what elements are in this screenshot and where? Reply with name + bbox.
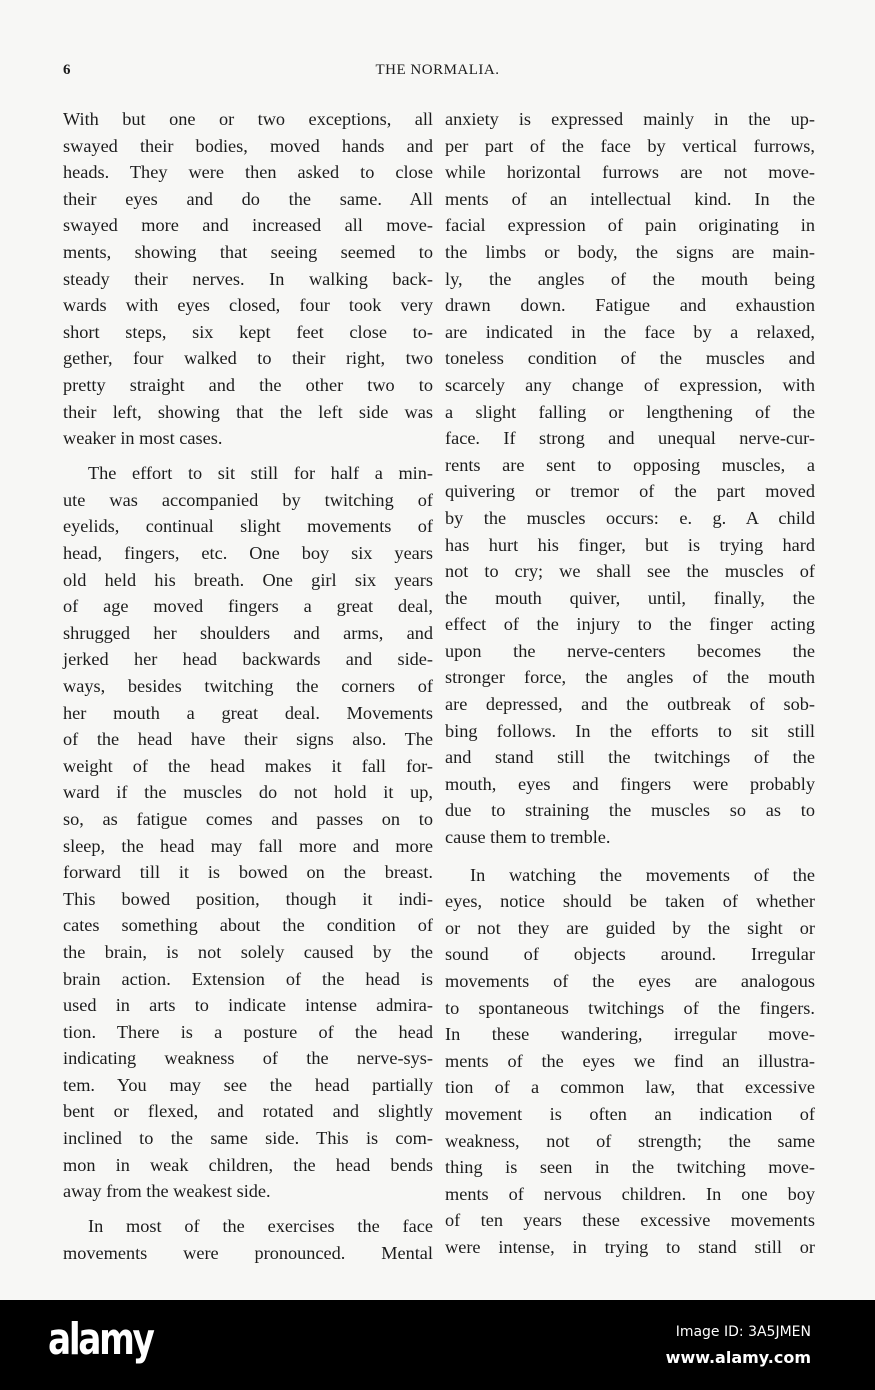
text-line: gether, four walked to their right, two <box>63 348 433 369</box>
text-line: effect of the injury to the finger acting <box>445 614 815 635</box>
text-line: The effort to sit still for half a min- <box>88 463 433 484</box>
text-line: facial expression of pain originating in <box>445 215 815 236</box>
text-line: ly, the angles of the mouth being <box>445 268 815 289</box>
running-title: THE NORMALIA. <box>375 62 500 78</box>
text-line: stronger force, the angles of the mouth <box>445 667 815 688</box>
text-line: brain action. Extension of the head is <box>63 968 433 989</box>
text-line: of age moved fingers a great deal, <box>63 596 433 617</box>
text-line: were intense, in trying to stand still or <box>445 1236 815 1257</box>
text-line: her mouth a great deal. Movements <box>63 702 433 723</box>
text-line: not to cry; we shall see the muscles of <box>445 561 815 582</box>
text-line: rents are sent to opposing muscles, a <box>445 454 815 475</box>
text-line: and stand still the twitchings of the <box>445 747 815 768</box>
text-line: tion of a common law, that excessive <box>445 1077 815 1098</box>
text-line: drawn down. Fatigue and exhaustion <box>445 295 815 316</box>
text-line: movement is often an indication of <box>445 1103 815 1124</box>
text-line: In most of the exercises the face <box>88 1216 433 1237</box>
text-line: head, fingers, etc. One boy six years <box>63 543 433 563</box>
text-line: are depressed, and the outbreak of sob- <box>445 694 815 715</box>
paragraph <box>63 106 433 452</box>
text-line: a slight falling or lengthening of the <box>445 401 815 422</box>
text-line: quivering or tremor of the part moved <box>445 481 815 502</box>
text-line: inclined to the same side. This is com- <box>63 1128 433 1149</box>
text-line: bent or flexed, and rotated and slightly <box>63 1101 433 1122</box>
paragraph <box>63 460 433 1205</box>
text-line: while horizontal furrows are not move- <box>445 162 815 183</box>
text-line: the limbs or body, the signs are main- <box>445 241 815 262</box>
text-line: cates something about the condition of <box>63 915 433 936</box>
text-line: shrugged her shoulders and arms, and <box>63 622 433 643</box>
site-url: www.alamy.com <box>665 1348 811 1367</box>
text-line: ways, besides twitching the corners of <box>63 675 433 696</box>
text-line: their left, showing that the left side was <box>63 401 433 422</box>
text-line: scarcely any change of expression, with <box>445 374 815 395</box>
paragraph <box>63 1213 433 1266</box>
text-line: their eyes and do the same. All <box>63 188 433 209</box>
text-line: movements were pronounced. Mental <box>63 1242 433 1263</box>
text-line: In these wandering, irregular move- <box>445 1024 815 1045</box>
text-line: away from the weakest side. <box>63 1181 271 1202</box>
text-line: so, as fatigue comes and passes on to <box>63 808 433 829</box>
text-line: due to straining the muscles so as to <box>445 800 815 821</box>
text-line: swayed more and increased all move- <box>63 215 433 236</box>
text-line: bing follows. In the efforts to sit still <box>445 720 815 741</box>
text-line: to spontaneous twitchings of the fingers. <box>445 997 815 1018</box>
text-line: are indicated in the face by a relaxed, <box>445 321 815 342</box>
watermark-bar <box>0 1300 875 1390</box>
right-column <box>445 106 815 1272</box>
text-line: tem. You may see the head partially <box>63 1074 433 1095</box>
text-line: indicating weakness of the nerve-sys- <box>63 1048 433 1069</box>
text-line: ward if the muscles do not hold it up, <box>63 782 433 803</box>
text-line: weight of the head makes it fall for- <box>63 755 433 776</box>
text-line: or not they are guided by the sight or <box>445 917 815 938</box>
text-line: of the head have their signs also. The <box>63 729 433 750</box>
text-line: anxiety is expressed mainly in the up- <box>445 109 815 129</box>
text-line: has hurt his finger, but is trying hard <box>445 534 815 555</box>
text-line: upon the nerve-centers becomes the <box>445 640 815 661</box>
text-line: jerked her head backwards and side- <box>63 649 433 670</box>
text-line: cause them to tremble. <box>445 827 611 848</box>
text-line: eyelids, continual slight movements of <box>63 516 433 537</box>
text-line: This bowed position, though it indi- <box>63 888 433 909</box>
text-line: pretty straight and the other two to <box>63 374 433 395</box>
text-line: In watching the movements of the <box>470 864 815 885</box>
page-number: 6 <box>63 62 71 78</box>
text-line: steady their nerves. In walking back- <box>63 268 433 289</box>
text-line: movements of the eyes are analogous <box>445 971 815 991</box>
text-line: forward till it is bowed on the breast. <box>63 862 433 883</box>
left-column <box>63 106 433 1275</box>
alamy-logo: alamy <box>48 1314 153 1365</box>
text-line: mouth, eyes and fingers were probably <box>445 773 815 794</box>
text-line: old held his breath. One girl six years <box>63 569 433 590</box>
text-line: short steps, six kept feet close to- <box>63 321 433 342</box>
text-line: ute was accompanied by twitching of <box>63 489 433 510</box>
text-line: heads. They were then asked to close <box>63 162 433 183</box>
text-line: by the muscles occurs: e. g. A child <box>445 507 815 528</box>
text-line: swayed their bodies, moved hands and <box>63 135 433 156</box>
paragraph <box>445 106 815 851</box>
text-line: thing is seen in the twitching move- <box>445 1157 815 1178</box>
text-line: ments of nervous children. In one boy <box>445 1183 815 1204</box>
text-line: eyes, notice should be taken of whether <box>445 891 815 912</box>
text-line: weakness, not of strength; the same <box>445 1130 815 1151</box>
text-line: of ten years these excessive movements <box>445 1210 815 1231</box>
text-line: used in arts to indicate intense admira- <box>63 995 433 1016</box>
text-line: sound of objects around. Irregular <box>445 944 815 965</box>
text-line: the brain, is not solely caused by the <box>63 941 433 962</box>
text-line: tion. There is a posture of the head <box>63 1021 433 1042</box>
text-line: the mouth quiver, until, finally, the <box>445 587 815 608</box>
text-line: weaker in most cases. <box>63 428 223 449</box>
text-line: With but one or two exceptions, all <box>63 109 433 129</box>
text-line: ments, showing that seeing seemed to <box>63 241 433 262</box>
text-line: ments of the eyes we find an illustra- <box>445 1050 815 1071</box>
text-line: ments of an intellectual kind. In the <box>445 188 815 209</box>
paragraph <box>445 862 815 1261</box>
text-line: toneless condition of the muscles and <box>445 348 815 369</box>
text-line: mon in weak children, the head bends <box>63 1154 433 1175</box>
text-line: per part of the face by vertical furrows, <box>445 135 815 156</box>
text-line: face. If strong and unequal nerve-cur- <box>445 428 815 449</box>
text-line: wards with eyes closed, four took very <box>63 295 433 316</box>
image-id: Image ID: 3A5JMEN <box>675 1324 811 1340</box>
text-line: sleep, the head may fall more and more <box>63 835 433 856</box>
